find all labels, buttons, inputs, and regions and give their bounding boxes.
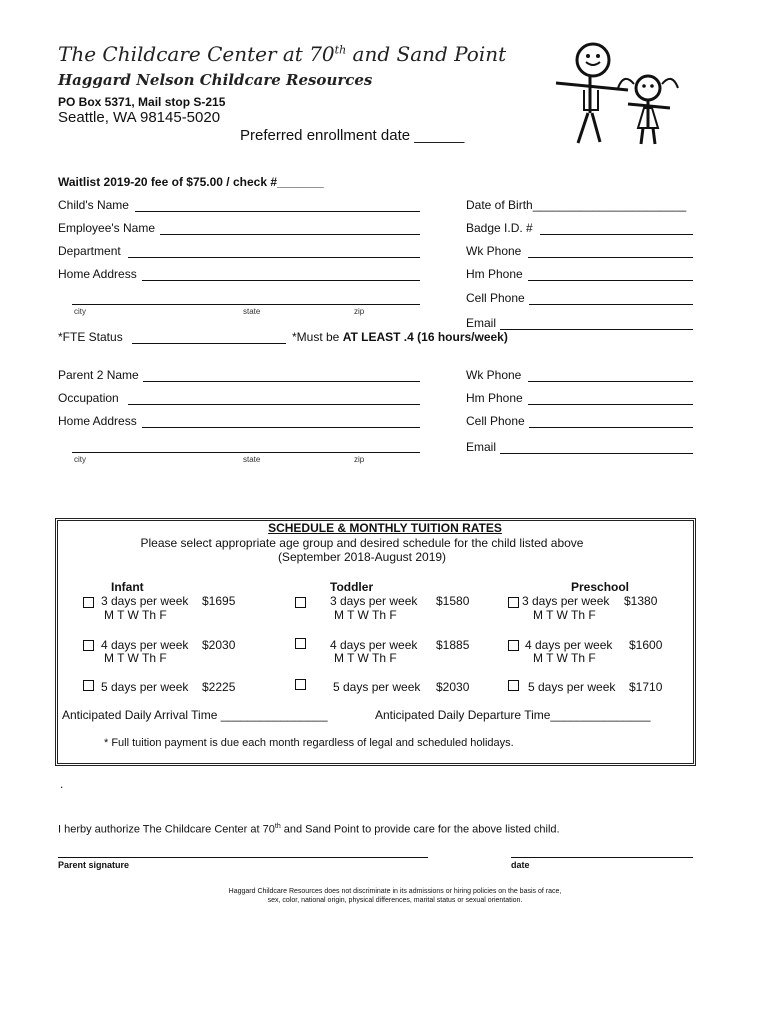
department-label: Department: [58, 244, 121, 258]
parent2-email-label: Email: [466, 440, 497, 454]
childs-name-label: Child's Name: [58, 198, 129, 212]
hm-phone-field[interactable]: [528, 280, 693, 281]
home-address-label: Home Address: [58, 267, 137, 281]
toddler-heading: Toddler: [330, 580, 374, 594]
toddler-3-days-checkbox[interactable]: [295, 597, 306, 608]
parent2-wk-phone-field[interactable]: [528, 381, 693, 382]
departure-time-field[interactable]: Anticipated Daily Departure Time_______________: [375, 708, 651, 722]
parent2-name-field[interactable]: [143, 381, 420, 382]
preschool-5-days-checkbox[interactable]: [508, 680, 519, 691]
parent2-wk-phone-label: Wk Phone: [466, 368, 522, 382]
city-caption: city: [74, 307, 86, 316]
parent2-home-address-label: Home Address: [58, 414, 137, 428]
badge-id-label: Badge I.D. #: [466, 221, 533, 235]
toddler-4-days-checkbox[interactable]: [295, 638, 306, 649]
toddler-4-days-weekdays: M T W Th F: [334, 651, 397, 665]
page-title: The Childcare Center at 70th and Sand Point: [58, 42, 507, 66]
wk-phone-field[interactable]: [528, 257, 693, 258]
preschool-5-days-price: $1710: [629, 680, 663, 694]
parent2-city-caption: city: [74, 455, 86, 464]
infant-4-days-price: $2030: [202, 638, 236, 652]
occupation-label: Occupation: [58, 391, 119, 405]
infant-5-days-label: 5 days per week: [101, 680, 189, 694]
badge-id-field[interactable]: [540, 234, 693, 235]
hm-phone-label: Hm Phone: [466, 267, 523, 281]
toddler-3-days-label: 3 days per week: [330, 594, 418, 608]
city-state-zip: Seattle, WA 98145-5020: [58, 109, 221, 126]
toddler-5-days-label: 5 days per week: [333, 680, 421, 694]
schedule-instructions: Please select appropriate age group and desired schedule for the child listed above: [140, 536, 584, 550]
authorization-statement: I herby authorize The Childcare Center at 70th and Sand Point to provide care for the above listed child.: [58, 823, 560, 836]
toddler-4-days-label: 4 days per week: [330, 638, 418, 652]
preschool-3-days-checkbox[interactable]: [508, 597, 519, 608]
infant-3-days-price: $1695: [202, 594, 236, 608]
cell-phone-field[interactable]: [529, 304, 693, 305]
arrival-time-field[interactable]: Anticipated Daily Arrival Time ________________: [62, 708, 328, 722]
date-field[interactable]: [511, 857, 693, 858]
schedule-heading: SCHEDULE & MONTHLY TUITION RATES: [268, 521, 502, 535]
toddler-5-days-price: $2030: [436, 680, 470, 694]
tuition-note: * Full tuition payment is due each month regardless of legal and scheduled holidays.: [104, 737, 514, 749]
stray-dot: .: [60, 777, 64, 791]
waitlist-fee[interactable]: Waitlist 2019-20 fee of $75.00 / check #_______: [58, 175, 324, 189]
po-box: PO Box 5371, Mail stop S-215: [58, 95, 226, 109]
parent2-city-state-zip-field[interactable]: [72, 452, 420, 453]
preschool-5-days-label: 5 days per week: [528, 680, 616, 694]
city-state-zip-field[interactable]: [72, 304, 420, 305]
parent2-cell-phone-field[interactable]: [529, 427, 693, 428]
email-label: Email: [466, 316, 497, 330]
preschool-4-days-weekdays: M T W Th F: [533, 651, 596, 665]
email-field[interactable]: [500, 329, 693, 330]
disclaimer-line-1: Haggard Childcare Resources does not discriminate in its admissions or hiring policies on the basis of race,: [228, 888, 562, 895]
children-drawing-logo: [548, 38, 688, 150]
department-field[interactable]: [128, 257, 420, 258]
organization-name: Haggard Nelson Childcare Resources: [58, 71, 373, 89]
parent2-name-label: Parent 2 Name: [58, 368, 139, 382]
infant-heading: Infant: [111, 580, 144, 594]
parent2-cell-phone-label: Cell Phone: [466, 414, 525, 428]
parent2-email-field[interactable]: [500, 453, 693, 454]
fte-requirement: *Must be AT LEAST .4 (16 hours/week): [292, 330, 508, 344]
employee-name-field[interactable]: [160, 234, 420, 235]
preschool-3-days-price: $1380: [624, 594, 658, 608]
fte-status-field[interactable]: [132, 343, 286, 344]
infant-4-days-label: 4 days per week: [101, 638, 189, 652]
schedule-period: (September 2018-August 2019): [277, 550, 447, 564]
preschool-4-days-label: 4 days per week: [525, 638, 613, 652]
parent2-hm-phone-field[interactable]: [528, 404, 693, 405]
toddler-3-days-price: $1580: [436, 594, 470, 608]
childs-name-field[interactable]: [135, 211, 420, 212]
parent2-hm-phone-label: Hm Phone: [466, 391, 523, 405]
wk-phone-label: Wk Phone: [466, 244, 522, 258]
preferred-enrollment-date[interactable]: Preferred enrollment date ______: [240, 127, 465, 144]
preschool-3-days-weekdays: M T W Th F: [533, 608, 596, 622]
infant-3-days-checkbox[interactable]: [83, 597, 94, 608]
date-label: date: [511, 860, 530, 870]
toddler-4-days-price: $1885: [436, 638, 470, 652]
preschool-3-days-label: 3 days per week: [522, 594, 610, 608]
occupation-field[interactable]: [128, 404, 420, 405]
parent2-home-address-field[interactable]: [142, 427, 420, 428]
infant-3-days-label: 3 days per week: [101, 594, 189, 608]
cell-phone-label: Cell Phone: [466, 291, 525, 305]
state-caption: state: [243, 307, 261, 316]
toddler-3-days-weekdays: M T W Th F: [334, 608, 397, 622]
toddler-5-days-checkbox[interactable]: [295, 679, 306, 690]
parent2-state-caption: state: [243, 455, 261, 464]
fte-status-label: *FTE Status: [58, 330, 123, 344]
parent-signature-field[interactable]: [58, 857, 428, 858]
infant-5-days-price: $2225: [202, 680, 236, 694]
infant-5-days-checkbox[interactable]: [83, 680, 94, 691]
infant-3-days-weekdays: M T W Th F: [104, 608, 167, 622]
preschool-heading: Preschool: [571, 580, 630, 594]
zip-caption: zip: [354, 307, 365, 316]
disclaimer-line-2: sex, color, national origin, physical differences, marital status or sexual orientation.: [267, 897, 523, 904]
parent-signature-label: Parent signature: [58, 860, 130, 870]
infant-4-days-weekdays: M T W Th F: [104, 651, 167, 665]
home-address-field[interactable]: [142, 280, 420, 281]
date-of-birth-label[interactable]: Date of Birth_______________________: [466, 198, 687, 212]
parent2-zip-caption: zip: [354, 455, 365, 464]
employee-name-label: Employee's Name: [58, 221, 155, 235]
infant-4-days-checkbox[interactable]: [83, 640, 94, 651]
preschool-4-days-price: $1600: [629, 638, 663, 652]
preschool-4-days-checkbox[interactable]: [508, 640, 519, 651]
